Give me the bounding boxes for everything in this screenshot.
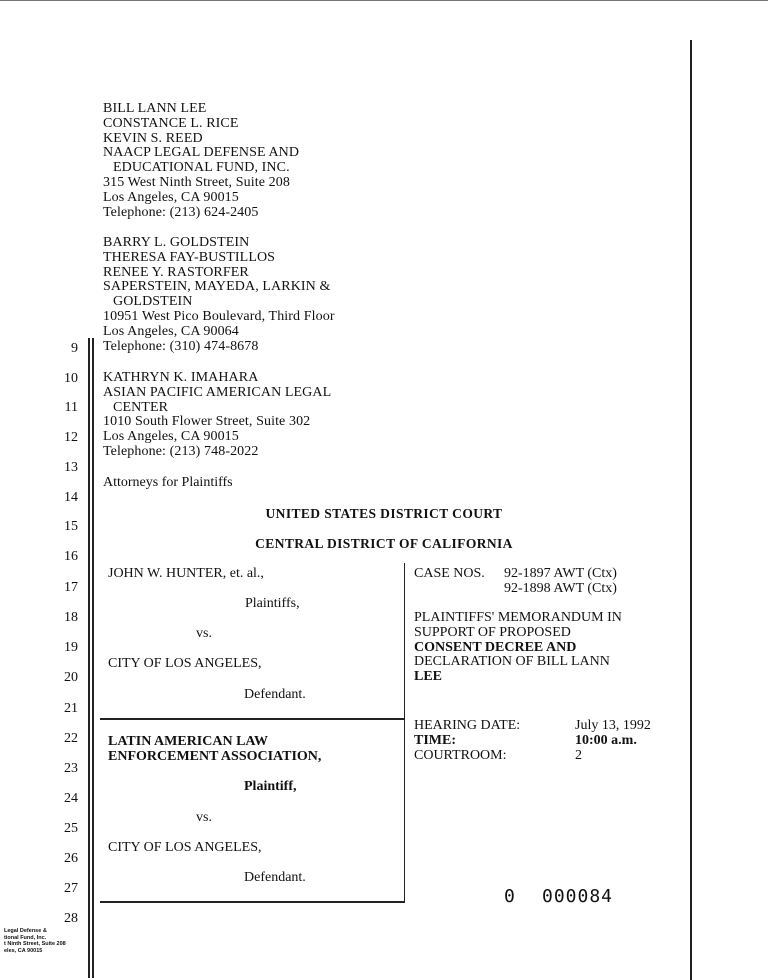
left-margin-line bbox=[92, 338, 94, 978]
counsel-line: Telephone: (213) 624-2405 bbox=[103, 204, 259, 220]
bates-stamp-prefix: 0 bbox=[504, 886, 516, 907]
line-number: 25 bbox=[64, 821, 78, 836]
caption-bottom-rule bbox=[100, 901, 405, 903]
counsel-line: THERESA FAY-BUSTILLOS bbox=[103, 249, 276, 265]
counsel-line: KATHRYN K. IMAHARA bbox=[103, 370, 259, 385]
hearing-time-label: TIME: bbox=[414, 733, 456, 748]
counsel-line: ASIAN PACIFIC AMERICAN LEGAL bbox=[103, 384, 332, 400]
line-number: 26 bbox=[64, 851, 78, 866]
counsel-line: SAPERSTEIN, MAYEDA, LARKIN & bbox=[103, 279, 331, 295]
line-number: 27 bbox=[64, 881, 78, 896]
court-name: UNITED STATES DISTRICT COURT bbox=[265, 506, 503, 521]
courtroom-label: COURTROOM: bbox=[414, 748, 507, 763]
line-number: 15 bbox=[64, 519, 78, 534]
counsel-line: BILL LANN LEE bbox=[103, 101, 207, 116]
case-number-1: 92-1897 AWT (Ctx) bbox=[504, 566, 617, 581]
caption-1-defendant: CITY OF LOS ANGELES, bbox=[108, 656, 262, 671]
line-number: 9 bbox=[71, 341, 78, 356]
counsel-block-naacp bbox=[103, 102, 299, 220]
line-number: 10 bbox=[64, 371, 78, 386]
counsel-line: Los Angeles, CA 90015 bbox=[103, 189, 239, 205]
counsel-line: Los Angeles, CA 90015 bbox=[103, 429, 239, 445]
line-number: 20 bbox=[64, 670, 78, 685]
line-number: 14 bbox=[64, 490, 78, 505]
footer-line: Legal Defense & bbox=[4, 928, 47, 934]
bates-stamp-number: 000084 bbox=[542, 886, 614, 907]
counsel-line: BARRY L. GOLDSTEIN bbox=[103, 235, 250, 250]
footer-line: eles, CA 90015 bbox=[4, 947, 43, 954]
line-number: 23 bbox=[64, 761, 78, 776]
counsel-line: KEVIN S. REED bbox=[103, 130, 203, 146]
counsel-line: 10951 West Pico Boulevard, Third Floor bbox=[103, 308, 335, 324]
counsel-line: 315 West Ninth Street, Suite 208 bbox=[103, 174, 290, 190]
case-nos-label: CASE NOS. bbox=[414, 566, 485, 581]
line-number: 21 bbox=[64, 701, 78, 716]
hearing-date-value: July 13, 1992 bbox=[575, 718, 651, 733]
caption-1-plaintiff: JOHN W. HUNTER, et. al., bbox=[108, 566, 264, 581]
line-number: 24 bbox=[64, 791, 78, 806]
line-number: 22 bbox=[64, 731, 78, 746]
counsel-block-apalc bbox=[103, 371, 331, 460]
counsel-line: CENTER bbox=[113, 399, 169, 415]
line-number: 13 bbox=[64, 460, 78, 475]
caption-vertical-rule bbox=[404, 563, 405, 903]
counsel-line: Telephone: (310) 474-8678 bbox=[103, 338, 259, 354]
line-number: 19 bbox=[64, 640, 78, 655]
counsel-line: RENEE Y. RASTORFER bbox=[103, 264, 249, 280]
document-title-line: SUPPORT OF PROPOSED bbox=[414, 624, 571, 640]
counsel-line: Los Angeles, CA 90064 bbox=[103, 323, 239, 339]
footer-line: t Ninth Street, Suite 208 bbox=[4, 941, 66, 947]
caption-2-plaintiff-role: Plaintiff, bbox=[244, 779, 297, 794]
counsel-line: 1010 South Flower Street, Suite 302 bbox=[103, 414, 311, 430]
line-number: 28 bbox=[64, 911, 78, 926]
counsel-line: EDUCATIONAL FUND, INC. bbox=[113, 160, 290, 176]
hearing-time-value: 10:00 a.m. bbox=[575, 733, 637, 748]
document-title-line: DECLARATION OF BILL LANN bbox=[414, 654, 610, 670]
document-title bbox=[414, 611, 622, 685]
line-number: 16 bbox=[64, 549, 78, 564]
line-number: 18 bbox=[64, 610, 78, 625]
footer-firm-address bbox=[4, 928, 66, 954]
document-title-line: CONSENT DECREE AND bbox=[414, 639, 577, 655]
hearing-date-label: HEARING DATE: bbox=[414, 718, 521, 733]
caption-1-defendant-role: Defendant. bbox=[244, 687, 306, 702]
counsel-line: Telephone: (213) 748-2022 bbox=[103, 443, 259, 459]
line-number: 17 bbox=[64, 580, 78, 595]
counsel-line: GOLDSTEIN bbox=[113, 294, 193, 310]
counsel-line: CONSTANCE L. RICE bbox=[103, 115, 239, 131]
line-number: 11 bbox=[64, 400, 78, 415]
caption-1-vs: vs. bbox=[196, 626, 212, 641]
document-title-line: PLAINTIFFS' MEMORANDUM IN bbox=[414, 610, 622, 625]
court-district: CENTRAL DISTRICT OF CALIFORNIA bbox=[255, 536, 513, 551]
caption-2-defendant-role: Defendant. bbox=[244, 870, 306, 885]
document-title-line: LEE bbox=[414, 669, 443, 685]
caption-2-vs: vs. bbox=[196, 810, 212, 825]
left-margin-line bbox=[88, 338, 90, 978]
caption-2-plaintiff-line-2: ENFORCEMENT ASSOCIATION, bbox=[108, 749, 322, 764]
caption-middle-rule bbox=[100, 718, 405, 720]
attorneys-for-label: Attorneys for Plaintiffs bbox=[103, 475, 233, 490]
case-number-2: 92-1898 AWT (Ctx) bbox=[504, 581, 617, 596]
counsel-block-saperstein bbox=[103, 236, 335, 354]
top-rule bbox=[0, 0, 768, 1]
courtroom-value: 2 bbox=[575, 748, 582, 763]
footer-line: tional Fund, Inc. bbox=[4, 934, 47, 941]
caption-2-defendant: CITY OF LOS ANGELES, bbox=[108, 840, 262, 855]
line-number: 12 bbox=[64, 430, 78, 445]
caption-2-plaintiff-line-1: LATIN AMERICAN LAW bbox=[108, 734, 268, 749]
counsel-line: NAACP LEGAL DEFENSE AND bbox=[103, 145, 300, 161]
caption-1-plaintiff-role: Plaintiffs, bbox=[245, 596, 300, 611]
